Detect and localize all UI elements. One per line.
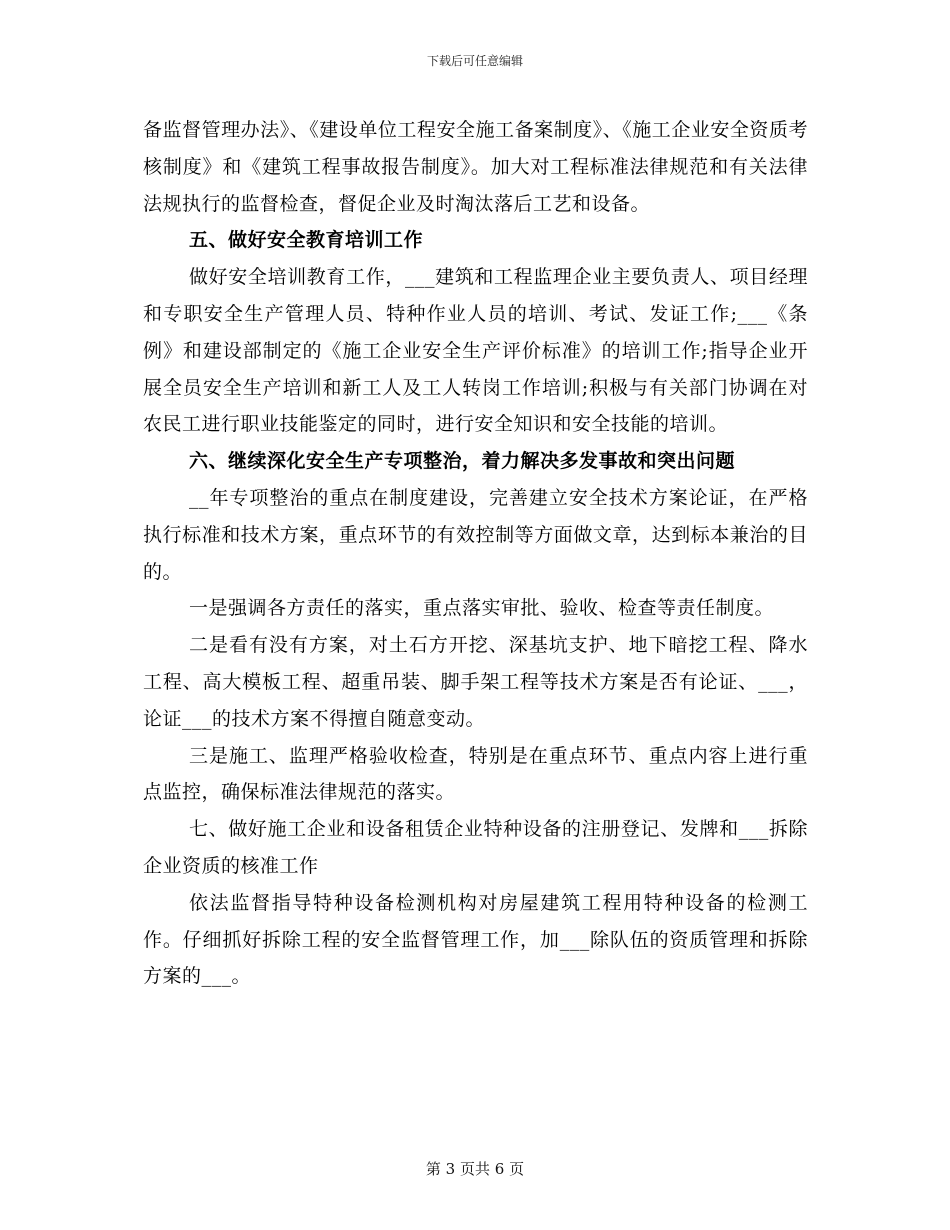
- page-footer: 第 3 页共 6 页: [425, 1160, 525, 1178]
- section-heading-7: 七、做好施工企业和设备租赁企业特种设备的注册登记、发牌和___拆除企业资质的核准工作: [143, 818, 808, 877]
- page-header: 下载后可任意编辑: [426, 54, 523, 68]
- paragraph-special-rectification: __年专项整治的重点在制度建设，完善建立安全技术方案论证，在严格执行标准和技术方案，重点环节的有效控制等方面做文章，达到标本兼治的目的。: [143, 486, 808, 583]
- section-heading-6: 六、继续深化安全生产专项整治，着力解决多发事故和突出问题: [189, 450, 736, 473]
- paragraph-point-one: 一是强调各方责任的落实，重点落实审批、验收、检查等责任制度。: [189, 597, 775, 620]
- paragraph-continuation: 备监督管理办法》、《建设单位工程安全施工备案制度》、《施工企业安全资质考核制度》和《建筑工程事故报告制度》。加大对工程标准法律规范和有关法律法规执行的监督检查，督促企业及时淘汰落后工艺和设备。: [143, 119, 808, 215]
- paragraph-inspection-supervision: 依法监督指导特种设备检测机构对房屋建筑工程用特种设备的检测工作。仔细抓好拆除工程的安全监督管理工作，加___除队伍的资质管理和拆除方案的___。: [143, 891, 808, 988]
- paragraph-safety-training: 做好安全培训教育工作，___建筑和工程监理企业主要负责人、项目经理和专职安全生产管理人员、特种作业人员的培训、考试、发证工作;___《条例》和建设部制定的《施工企业安全生产评价标准》的培训工作;指导企业开展全员安全生产培训和新工人及工人转岗工作培训;积极与有关部门协调在对农民工进行职业技能鉴定的同时，进行安全知识和安全技能的培训。: [143, 266, 808, 436]
- paragraph-point-three: 三是施工、监理严格验收检查，特别是在重点环节、重点内容上进行重点监控，确保标准法律规范的落实。: [143, 744, 808, 804]
- section-heading-5: 五、做好安全教育培训工作: [189, 229, 424, 252]
- document-body: [143, 112, 808, 995]
- paragraph-point-two: 二是看有没有方案，对土石方开挖、深基坑支护、地下暗挖工程、降水工程、高大模板工程、超重吊装、脚手架工程等技术方案是否有论证、___，论证___的技术方案不得擅自随意变动。: [143, 634, 808, 730]
